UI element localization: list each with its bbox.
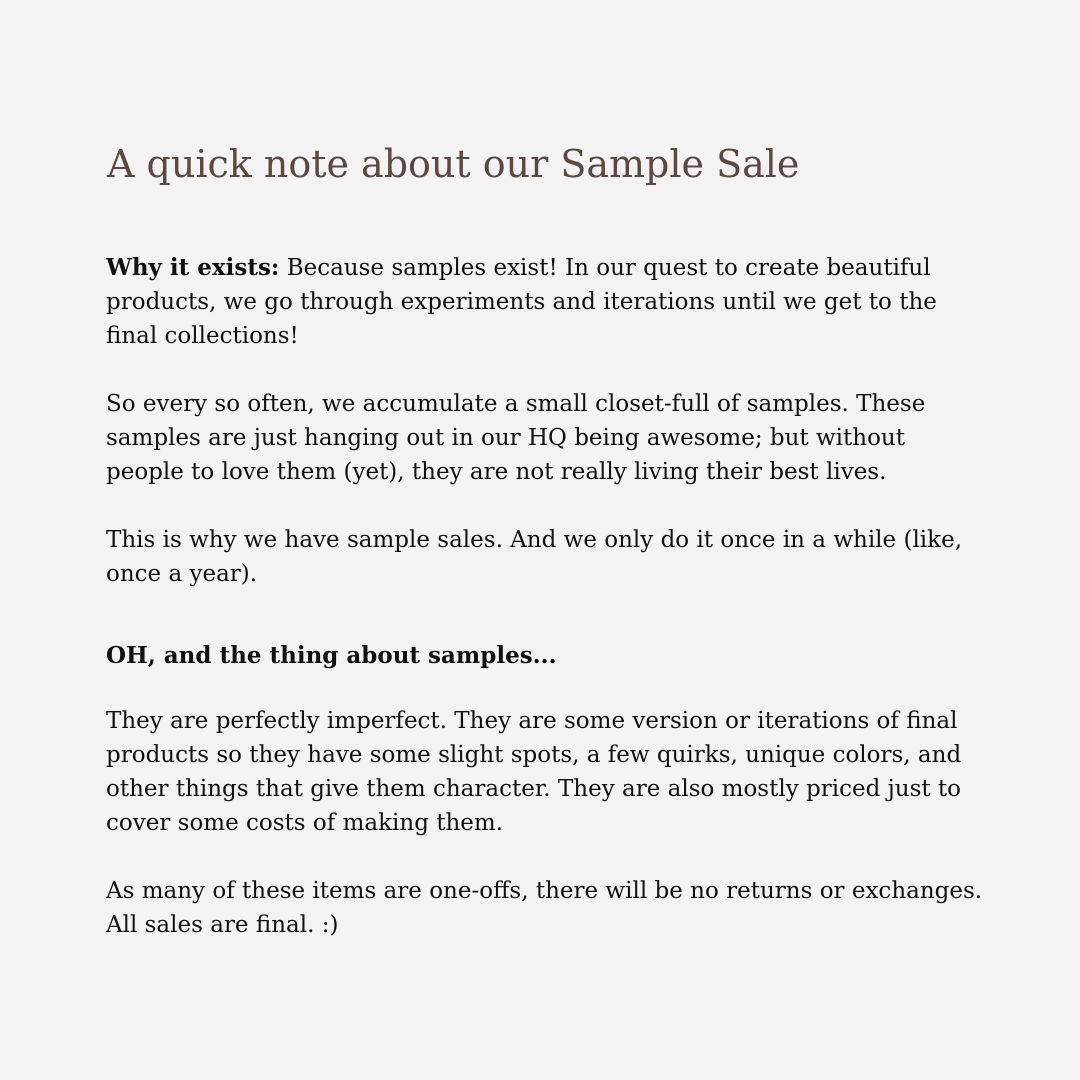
- closet-paragraph: So every so often, we accumulate a small closet-full of samples. These samples are just hanging out in our HQ being awesome; but without people to love them (yet), they are not really living their best lives.: [106, 391, 926, 485]
- samples-heading: OH, and the thing about samples...: [106, 642, 557, 669]
- page-title: A quick note about our Sample Sale: [107, 142, 800, 186]
- sample-sales-paragraph: This is why we have sample sales. And we only do it once in a while (like, once a year).: [106, 527, 963, 587]
- why-it-exists-text: Because samples exist! In our quest to create beautiful products, we go through experiments and iterations until we get to the final collections!: [106, 255, 937, 349]
- final-sale-paragraph: As many of these items are one-offs, there will be no returns or exchanges. All sales are final. :): [106, 878, 983, 938]
- why-it-exists-paragraph: [106, 251, 986, 353]
- why-it-exists-label: Why it exists:: [106, 254, 280, 281]
- note-body: [106, 251, 986, 942]
- imperfect-paragraph: They are perfectly imperfect. They are some version or iterations of final products so they have some slight spots, a few quirks, unique colors, and other things that give them character. They are also mostly priced just to cover some costs of making them.: [106, 708, 962, 836]
